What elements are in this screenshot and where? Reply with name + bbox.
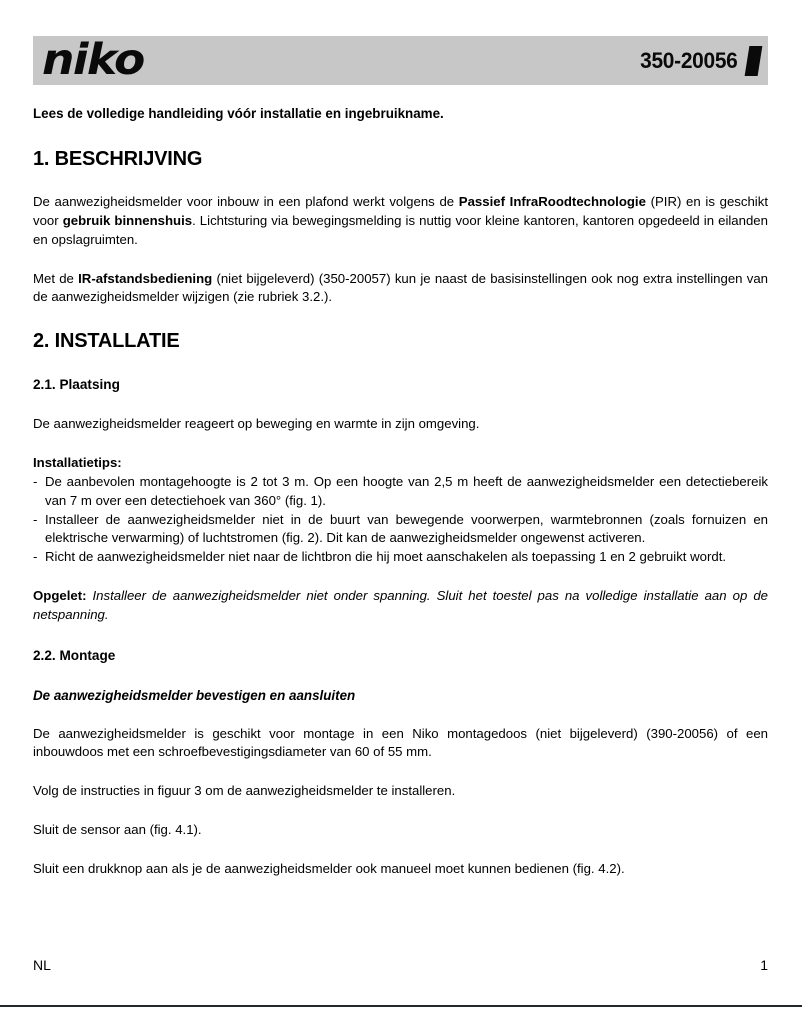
para1-text-a: De aanwezigheidsmelder voor inbouw in een plafond werkt volgens de	[33, 194, 459, 210]
section-heading-beschrijving: 1. BESCHRIJVING	[33, 148, 203, 171]
lead-instruction: Lees de volledige handleiding vóór installatie en ingebruikname.	[33, 106, 444, 121]
paragraph-beschrijving-1	[33, 193, 768, 249]
paragraph-montage-3: Sluit de sensor aan (fig. 4.1).	[33, 821, 202, 837]
list-item	[33, 548, 768, 567]
subsection-heading-plaatsing: 2.1. Plaatsing	[33, 377, 120, 393]
document-footer	[33, 957, 768, 973]
warning-note-label: Opgelet:	[33, 587, 87, 603]
para1-text-e: . Lichtsturing via bewegingsmelding is nuttig voor kleine kantoren, kantoren opgedeeld in eilanden en opslagruimten.	[33, 213, 768, 247]
para2-bold-remote: IR-afstandsbediening	[78, 270, 213, 286]
subsection-heading-montage: 2.2. Montage	[33, 648, 116, 664]
document-header	[33, 36, 768, 85]
section-heading-installatie: 2. INSTALLATIE	[33, 330, 180, 353]
para2-text-a: Met de	[33, 270, 79, 286]
list-item-text: Installeer de aanwezigheidsmelder niet in de buurt van bewegende voorwerpen, warmtebronnen (zoals fornuizen en elektrische verwarming) of luchtstromen (fig. 2). Dit kan de aanwezigheidsmelder ongewenst activeren.	[45, 511, 768, 546]
paragraph-beschrijving-2	[33, 270, 768, 307]
para2-text-c: (niet bijgeleverd) (350-20057) kun je naast de basisinstellingen ook nog extra instellingen van de aanwezigheidsmelder wijzigen (zie rubriek 3.2.).	[33, 270, 768, 305]
paragraph-plaatsing-intro: De aanwezigheidsmelder reageert op beweging en warmte in zijn omgeving.	[33, 415, 480, 431]
warning-note	[33, 587, 768, 624]
dash-bullet-icon: -	[33, 549, 38, 565]
warning-note-text: Installeer de aanwezigheidsmelder niet onder spanning. Sluit het toestel pas na volledige installatie aan op de netspanning.	[33, 587, 768, 622]
para1-text-c: (PIR) en is geschikt voor	[33, 194, 768, 229]
slash-mark-icon	[745, 46, 763, 76]
dash-bullet-icon: -	[33, 474, 38, 490]
product-reference-number: 350-20056	[640, 47, 738, 73]
subsubsection-heading-bevestigen: De aanwezigheidsmelder bevestigen en aansluiten	[33, 687, 356, 703]
footer-page-number: 1	[760, 957, 768, 973]
para1-bold-pir: Passief InfraRoodtechnologie	[458, 194, 646, 210]
footer-language: NL	[33, 957, 51, 973]
niko-logo: niko	[42, 35, 144, 85]
list-item	[33, 473, 768, 510]
page-bottom-rule	[0, 1005, 802, 1007]
para1-bold-binnenshuis: gebruik binnenshuis	[62, 213, 193, 229]
list-item-text: Richt de aanwezigheidsmelder niet naar de lichtbron die hij moet aanschakelen als toepassing 1 en 2 gebruikt wordt.	[45, 549, 727, 565]
installation-tips-title: Installatietips:	[33, 454, 122, 470]
list-item	[33, 511, 768, 548]
dash-bullet-icon: -	[33, 511, 38, 527]
installation-tips-list	[33, 473, 768, 567]
paragraph-montage-2: Volg de instructies in figuur 3 om de aanwezigheidsmelder te installeren.	[33, 783, 456, 799]
paragraph-montage-4: Sluit een drukknop aan als je de aanwezigheidsmelder ook manueel moet kunnen bedienen (fig. 4.2).	[33, 860, 625, 876]
paragraph-montage-1: De aanwezigheidsmelder is geschikt voor montage in een Niko montagedoos (niet bijgeleverd) (390-20056) of een inbouwdoos met een schroefbevestigingsdiameter van 60 of 55 mm.	[33, 725, 768, 760]
document-content	[33, 104, 768, 898]
list-item-text: De aanbevolen montagehoogte is 2 tot 3 m. Op een hoogte van 2,5 m heeft de aanwezigheidsmelder een detectiebereik van 7 m over een detectiehoek van 360° (fig. 1).	[45, 474, 768, 508]
header-reference	[635, 46, 760, 76]
